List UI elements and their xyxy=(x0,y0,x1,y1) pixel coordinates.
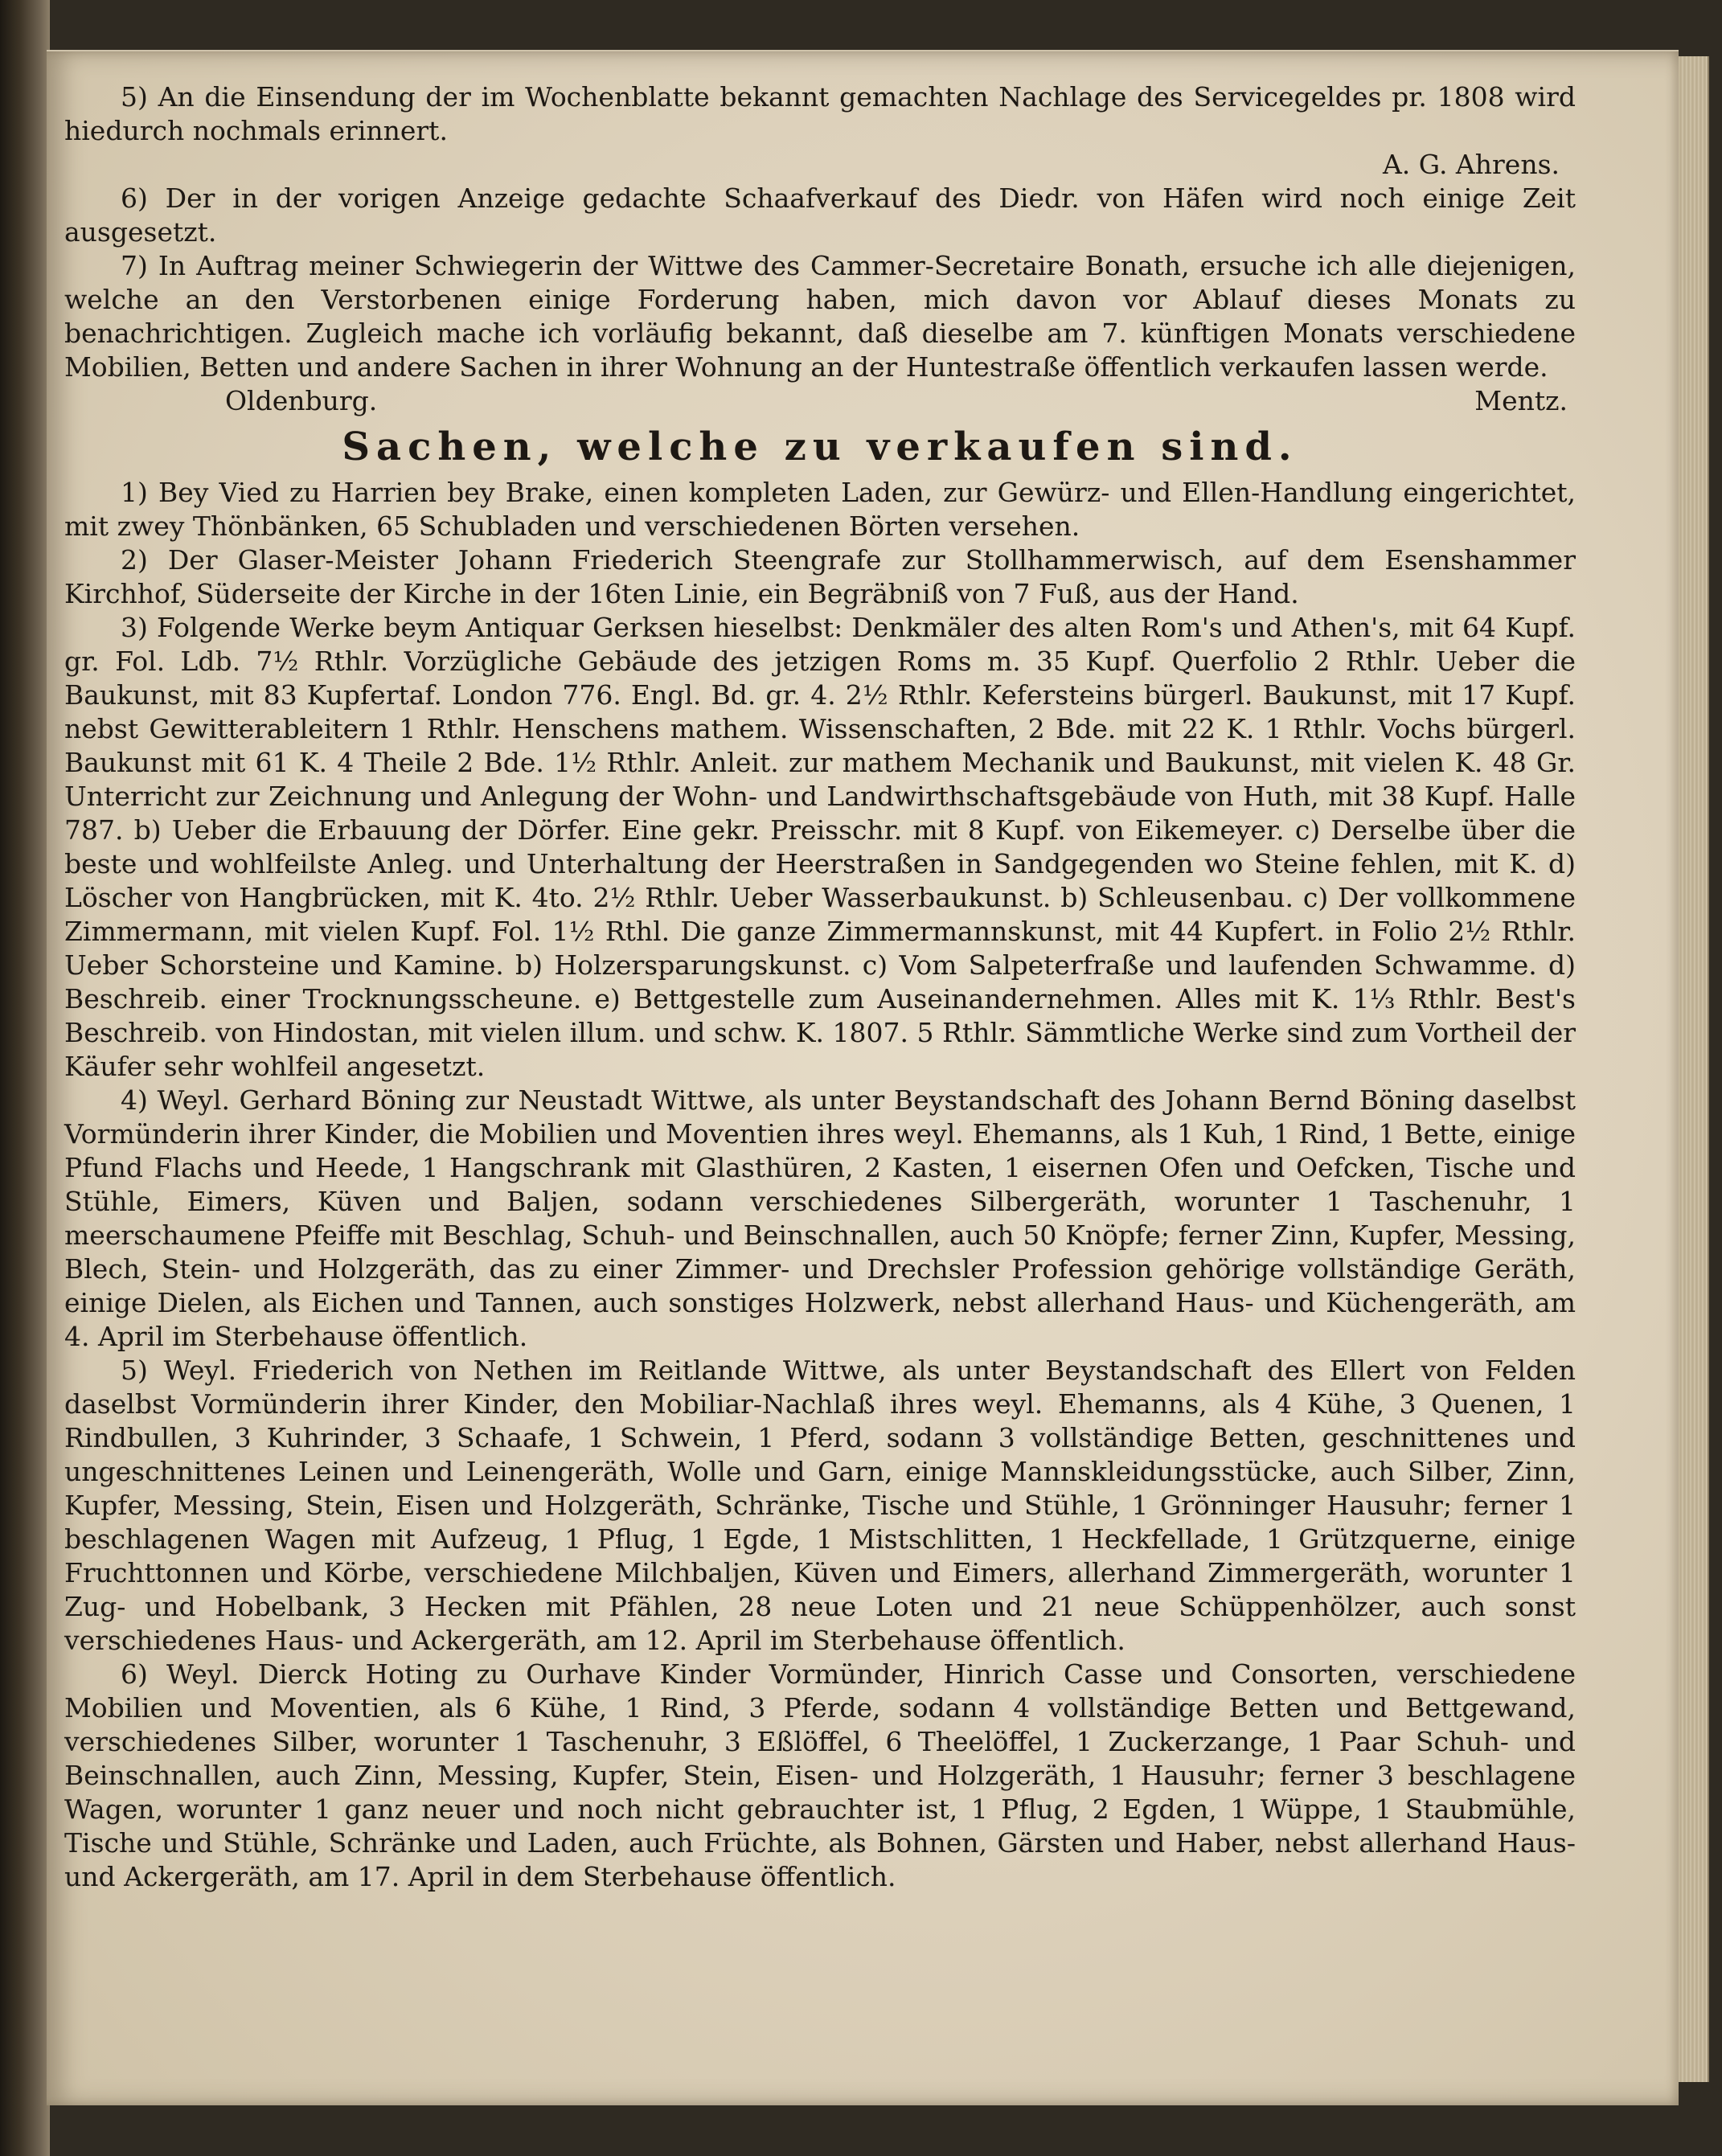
notice-5-signature-row xyxy=(64,148,1576,182)
sale-item-4: 4) Weyl. Gerhard Böning zur Neustadt Wittwe, als unter Beystandschaft des Johann Bernd Böning daselbst Vormünderin ihrer Kinder, die Mobilien und Moventien ihres weyl. Ehemanns, als 1 Kuh, 1 Rind, 1 Bette, einige Pfund Flachs und Heede, 1 Hangschrank mit Glasthüren, 2 Kasten, 1 eisernen Ofen und Oefcken, Tische und Stühle, Eimers, Küven und Baljen, sodann verschiedenes Silbergeräth, worunter 1 Taschenuhr, 1 meerschaumene Pfeiffe mit Beschlag, Schuh- und Beinschnallen, auch 50 Knöpfe; ferner Zinn, Kupfer, Messing, Blech, Stein- und Holzgeräth, das zu einer Zimmer- und Drechsler Profession gehörige vollständige Geräth, einige Dielen, als Eichen und Tannen, auch sonstiges Holzwerk, nebst allerhand Haus- und Küchengeräth, am 4. April im Sterbehause öffentlich. xyxy=(64,1084,1576,1352)
sale-item-6: 6) Weyl. Dierck Hoting zu Ourhave Kinder Vormünder, Hinrich Casse und Consorten, verschiedene Mobilien und Moventien, als 6 Kühe, 1 Rind, 3 Pferde, sodann 4 vollständige Betten und Bettgewand, verschiedenes Silber, worunter 1 Taschenuhr, 3 Eßlöffel, 6 Theelöffel, 1 Zuckerzange, 1 Paar Schuh- und Beinschnallen, auch Zinn, Messing, Kupfer, Stein, Eisen- und Holzgeräth, 1 Hausuhr; ferner 3 beschlagene Wagen, worunter 1 ganz neuer und noch nicht gebrauchter ist, 1 Pflug, 2 Egden, 1 Wüppe, 1 Staubmühle, Tische und Stühle, Schränke und Laden, auch Früchte, als Bohnen, Gärsten und Haber, nebst allerhand Haus- und Ackergeräth, am 17. April in dem Sterbehause öffentlich. xyxy=(64,1658,1576,1892)
section-heading: Sachen, welche zu verkaufen sind. xyxy=(342,424,1298,469)
notice-5: 5) An die Einsendung der im Wochenblatte bekannt gemachten Nachlage des Servicegeldes pr. 1808 wird hiedurch nochmals erinnert. xyxy=(64,81,1576,146)
page-content xyxy=(64,80,1576,1894)
page-edges xyxy=(1679,56,1709,2082)
sale-item-1: 1) Bey Vied zu Harrien bey Brake, einen kompleten Laden, zur Gewürz- und Ellen-Handlung eingerichtet, mit zwey Thönbänken, 65 Schubladen und verschiedenen Börten versehen. xyxy=(64,477,1576,542)
notice-7-signature: Mentz. xyxy=(1474,385,1568,416)
notice-6: 6) Der in der vorigen Anzeige gedachte Schaafverkauf des Diedr. von Häfen wird noch einige Zeit ausgesetzt. xyxy=(64,182,1576,248)
sale-item-3: 3) Folgende Werke beym Antiquar Gerksen hieselbst: Denkmäler des alten Rom's und Athen's, mit 64 Kupf. gr. Fol. Ldb. 7½ Rthlr. Vorzügliche Gebäude des jetzigen Roms m. 35 Kupf. Querfolio 2 Rthlr. Ueber die Baukunst, mit 83 Kupfertaf. London 776. Engl. Bd. gr. 4. 2½ Rthlr. Kefersteins bürgerl. Baukunst, mit 17 Kupf. nebst Gewitterableitern 1 Rthlr. Henschens mathem. Wissenschaften, 2 Bde. mit 22 K. 1 Rthlr. Vochs bürgerl. Baukunst mit 61 K. 4 Theile 2 Bde. 1½ Rthlr. Anleit. zur mathem Mechanik und Baukunst, mit vielen K. 48 Gr. Unterricht zur Zeichnung und Anlegung der Wohn- und Landwirthschaftsgebäude von Huth, mit 38 Kupf. Halle 787. b) Ueber die Erbauung der Dörfer. Eine gekr. Preisschr. mit 8 Kupf. von Eikemeyer. c) Derselbe über die beste und wohlfeilste Anleg. und Unterhaltung der Heerstraßen in Sandgegenden wo Steine fehlen, mit K. d) Löscher von Hangbrücken, mit K. 4to. 2½ Rthlr. Ueber Wasserbaukunst. b) Schleusenbau. c) Der vollkommene Zimmermann, mit vielen Kupf. Fol. 1½ Rthl. Die ganze Zimmermannskunst, mit 44 Kupfert. in Folio 2½ Rthlr. Ueber Schorsteine und Kamine. b) Holzersparungskunst. c) Vom Salpeterfraße und laufenden Schwamme. d) Beschreib. einer Trocknungsscheune. e) Bettgestelle zum Auseinandernehmen. Alles mit K. 1⅓ Rthlr. Best's Beschreib. von Hindostan, mit vielen illum. und schw. K. 1807. 5 Rthlr. Sämmtliche Werke sind zum Vortheil der Käufer sehr wohlfeil angesetzt. xyxy=(64,612,1576,1082)
notice-7: 7) In Auftrag meiner Schwiegerin der Wittwe des Cammer-Secretaire Bonath, ersuche ich alle diejenigen, welche an den Verstorbenen einige Forderung haben, mich davon vor Ablauf dieses Monats zu benachrichtigen. Zugleich mache ich vorläufig bekannt, daß dieselbe am 7. künftigen Monats verschiedene Mobilien, Betten und andere Sachen in ihrer Wohnung an der Huntestraße öffentlich verkaufen lassen werde. xyxy=(64,250,1576,383)
notice-7-signature-row xyxy=(64,384,1576,418)
notice-7-place: Oldenburg. xyxy=(225,385,378,416)
sale-item-5: 5) Weyl. Friederich von Nethen im Reitlande Wittwe, als unter Beystandschaft des Ellert von Felden daselbst Vormünderin ihrer Kinder, den Mobiliar-Nachlaß ihres weyl. Ehemanns, als 4 Kühe, 3 Quenen, 1 Rindbullen, 3 Kuhrinder, 3 Schaafe, 1 Schwein, 1 Pferd, sodann 3 vollständige Betten, geschnittenes und ungeschnittenes Leinen und Leinengeräth, Wolle und Garn, einige Mannskleidungsstücke, auch Silber, Zinn, Kupfer, Messing, Stein, Eisen und Holzgeräth, Schränke, Tische und Stühle, 1 Grönninger Hausuhr; ferner 1 beschlagenen Wagen mit Aufzeug, 1 Pflug, 1 Egde, 1 Mistschlitten, 1 Heckfellade, 1 Grützquerne, einige Fruchttonnen und Körbe, verschiedene Milchbaljen, Küven und Eimers, allerhand Zimmergeräth, worunter 1 Zug- und Hobelbank, 3 Hecken mit Pfählen, 28 neue Loten und 21 neue Schüppenhölzer, auch sonst verschiedenes Haus- und Ackergeräth, am 12. April im Sterbehause öffentlich. xyxy=(64,1355,1576,1656)
book-gutter xyxy=(0,0,50,2156)
sale-item-2: 2) Der Glaser-Meister Johann Friederich Steengrafe zur Stollhammerwisch, auf dem Esenshammer Kirchhof, Süderseite der Kirche in der 16ten Linie, ein Begräbniß von 7 Fuß, aus der Hand. xyxy=(64,544,1576,609)
notice-5-signature: A. G. Ahrens. xyxy=(1382,149,1560,180)
